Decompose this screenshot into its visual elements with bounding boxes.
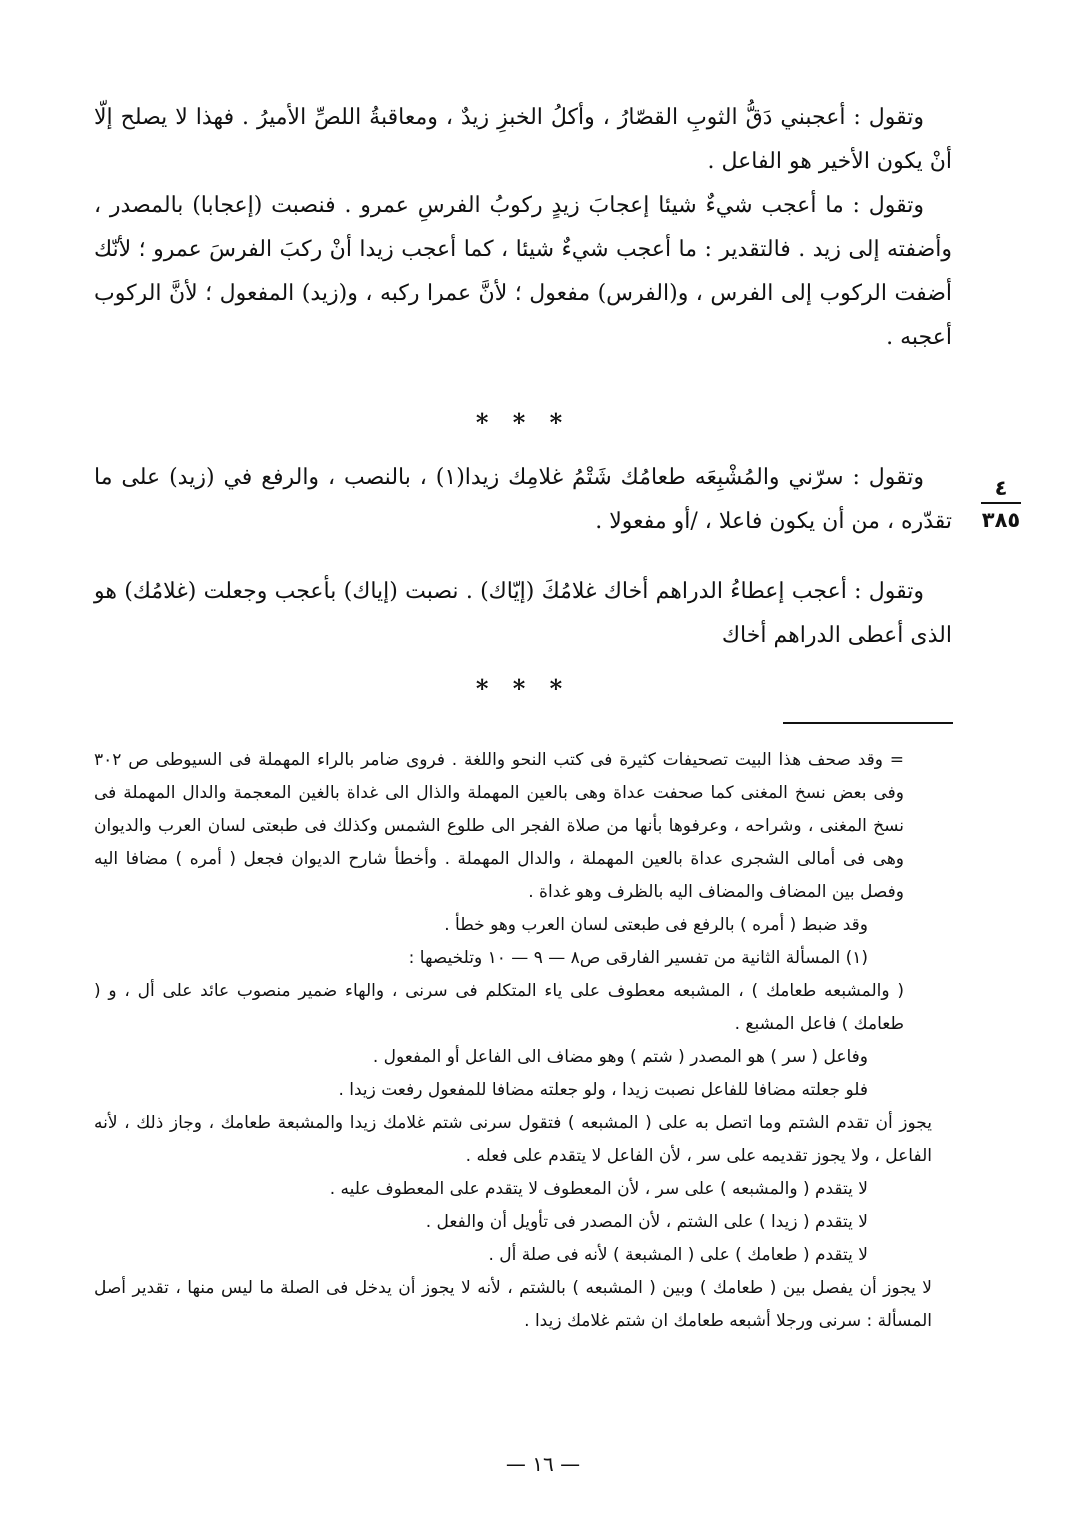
margin-reference-bottom: ٣٨٥ xyxy=(981,508,1021,532)
paragraph-3: وتقول : سرّني والمُشْبِعَه طعامُك شَتْمُ غلامِك زيدا(١) ، بالنصب ، والرفع في (زيد) على ما تقدّره ، من أن يكون فاعلا ، /أو مفعولا . xyxy=(94,465,952,534)
footnote-line: (١) المسألة الثانية من تفسير الفارقى ص٨ — ٩ — ١٠ وتلخيصها : xyxy=(408,948,868,968)
footnote-line: وقد ضبط ( أمره ) بالرفع فى طبعتى لسان العرب وهو خطأ . xyxy=(444,915,868,935)
main-text-block-3 xyxy=(94,570,952,658)
footnote-line: يجوز أن تقدم الشتم وما اتصل به على ( المشبعه ) فتقول سرنى شتم غلامك زيدا والمشبعة طعامك ، وجاز ذلك ، لأنه الفاعل ، ولا يجوز تقديمه على سر ، لأن الفاعل لا يتقدم على فعله . xyxy=(94,1113,932,1166)
margin-reference-top: ٤ xyxy=(994,476,1008,500)
footnote-line: لا يتقدم ( زيدا ) على الشتم ، لأن المصدر فى تأويل أن والفعل . xyxy=(425,1212,868,1232)
margin-reference xyxy=(966,476,1036,532)
footnote-line: لا يتقدم ( طعامك ) على ( المشبعة ) لأنه فى صلة أل . xyxy=(488,1245,868,1265)
footnote-line: فلو جعلته مضافا للفاعل نصبت زيدا ، ولو جعلته مضافا للمفعول رفعت زيدا . xyxy=(338,1080,868,1100)
paragraph-2: وتقول : ما أعجب شيءٌ شيئا إعجابَ زيدٍ ركوبُ الفرسِ عمرو . فنصبت (إعجابا) بالمصدر ، وأضفته إلى زيد . فالتقدير : ما أعجب شيءٌ شيئا ، كما أعجب زيدا أنْ ركبَ الفرسَ عمرو ؛ لأنّك أضفت الركوب إلى الفرس ، و(الفرس) مفعول ؛ لأنَّ عمرا ركبه ، و(زيد) المفعول ؛ لأنَّ الركوب أعجبه . xyxy=(94,193,952,350)
footnotes-block xyxy=(94,744,932,1338)
margin-reference-rule xyxy=(981,502,1021,504)
section-separator-stars-2: * * * xyxy=(475,674,571,703)
paragraph-1: وتقول : أعجبني دَقُّ الثوبِ القصّارُ ، وأكلُ الخبزِ زيدٌ ، ومعاقبةُ اللصِّ الأميرُ . فهذا لا يصلح إلّا أنْ يكون الأخير هو الفاعل . xyxy=(94,105,952,174)
paragraph-4: وتقول : أعجب إعطاءُ الدراهم أخاك غلامُكَ (إيّاك) . نصبت (إياك) بأعجب وجعلت (غلامُك) هو الذى أعطى الدراهم أخاك xyxy=(94,579,952,648)
page-number: — ١٦ — xyxy=(505,1452,581,1476)
main-text-block-2 xyxy=(94,456,952,544)
footnote-line: لا يجوز أن يفصل بين ( طعامك ) وبين ( المشبعه ) بالشتم ، لأنه لا يجوز أن يدخل فى الصلة ما ليس منها ، تقدير أصل المسألة : سرنى ورجلا أشبعه طعامك ان شتم غلامك زيدا . xyxy=(94,1278,932,1331)
footnote-line: ( والمشبعه طعامك ) ، المشبعه معطوف على ياء المتكلم فى سرنى ، والهاء ضمير منصوب عائد على أل ، و ( طعامك ) فاعل المشبع . xyxy=(94,981,904,1034)
section-separator-stars: * * * xyxy=(475,408,571,437)
footnote-line: وفاعل ( سر ) هو المصدر ( شتم ) وهو مضاف الى الفاعل أو المفعول . xyxy=(372,1047,868,1067)
footnote-line: = وقد صحف هذا البيت تصحيفات كثيرة فى كتب النحو واللغة . فروى ضامر بالراء المهملة فى السيوطى ص ٣٠٢ وفى بعض نسخ المغنى كما صحفت عداة وهى بالعين المهملة والذال الى غداة بالغين المعجمة والدال المهملة فى نسخ المغنى ، وشراحه ، وعرفوها بأنها من صلاة الفجر الى طلوع الشمس وكذلك فى طبعتى لسان العرب والديوان وهى فى أمالى الشجرى عداة بالعين المهملة ، والدال المهملة . وأخطأ شارح الديوان فجعل ( أمره ) مضافا اليه وفصل بين المضاف والمضاف اليه بالظرف وهو غداة . xyxy=(94,750,904,902)
footnote-separator-line xyxy=(783,722,953,724)
footnote-line: لا يتقدم ( والمشبعه ) على سر ، لأن المعطوف لا يتقدم على المعطوف عليه . xyxy=(329,1179,868,1199)
main-text-block-1 xyxy=(94,96,952,360)
